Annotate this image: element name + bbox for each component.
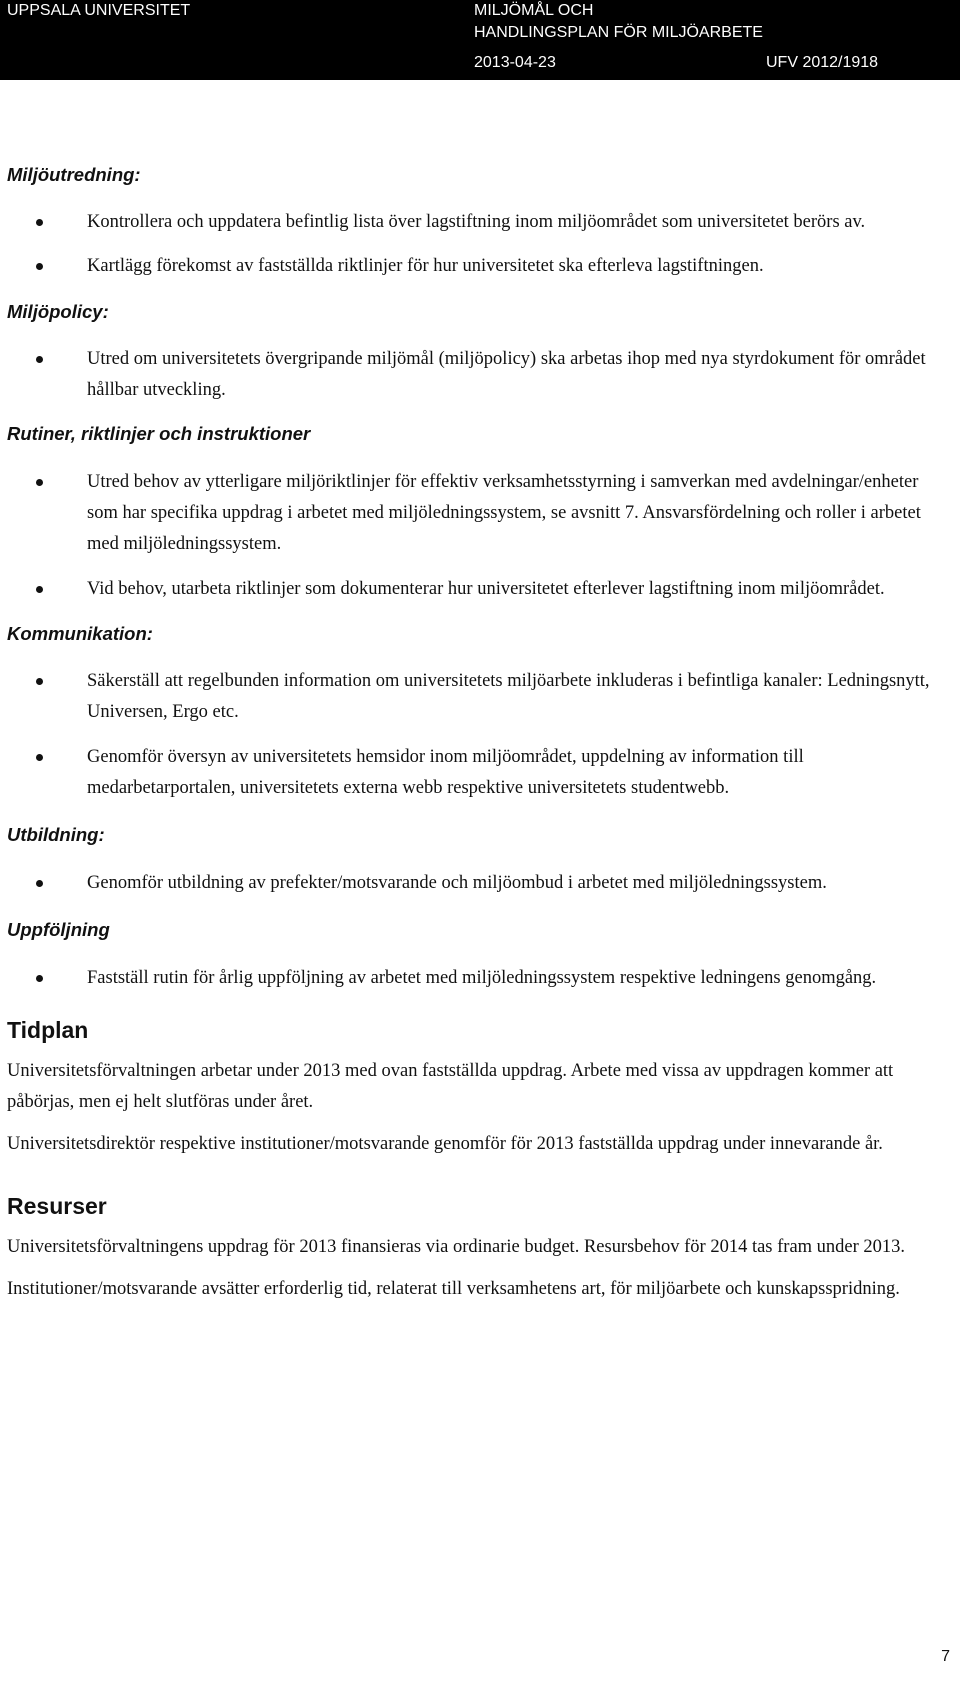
- bullet-icon: [36, 754, 43, 761]
- paragraph: Universitetsförvaltningens uppdrag för 2013 finansieras via ordinarie budget. Resursbehov för 2014 tas fram under 2013.: [7, 1237, 906, 1257]
- list-item-text: Genomför utbildning av prefekter/motsvarande och miljöombud i arbetet med miljöledningssystem.: [87, 873, 827, 893]
- bullet-list: [7, 344, 953, 406]
- bullet-icon: [36, 356, 43, 363]
- paragraph: Universitetsförvaltningen arbetar under 2013 med ovan fastställda uppdrag. Arbete med vissa av uppdragen kommer att påbörjas, men ej helt slutföras under året.: [7, 1061, 894, 1112]
- list-item: [7, 963, 953, 994]
- paragraph: Institutioner/motsvarande avsätter erforderlig tid, relaterat till verksamhetens art, för miljöarbete och kunskapsspridning.: [7, 1279, 900, 1299]
- section-tidplan: [7, 1015, 953, 1160]
- section-utbildning: [7, 822, 953, 899]
- heading-tidplan: Tidplan: [7, 1017, 89, 1043]
- list-item: [7, 467, 953, 560]
- list-item: [7, 344, 953, 406]
- header-university: UPPSALA UNIVERSITET: [7, 2, 191, 19]
- section-title: Miljöpolicy:: [7, 301, 109, 322]
- list-item: [7, 868, 953, 899]
- bullet-icon: [36, 678, 43, 685]
- section-title: Kommunikation:: [7, 623, 153, 644]
- section-resurser: [7, 1191, 953, 1305]
- list-item: [7, 574, 953, 605]
- list-item-text: Kartlägg förekomst av fastställda riktlinjer för hur universitetet ska efterleva lagstiftningen.: [87, 256, 764, 276]
- list-item-text: Utred behov av ytterligare miljöriktlinjer för effektiv verksamhetsstyrning i samverkan med avdelningar/enheter som har specifika uppdrag i arbetet med miljöledningssystem, se avsnitt 7. Ansvarsfördelning och roller i arbetet med miljöledningssystem.: [87, 472, 921, 554]
- list-item-text: Kontrollera och uppdatera befintlig lista över lagstiftning inom miljöområdet som universitetet berörs av.: [87, 212, 866, 232]
- section-title: Rutiner, riktlinjer och instruktioner: [7, 423, 311, 444]
- bullet-icon: [36, 975, 43, 982]
- list-item: [7, 207, 953, 238]
- bullet-list: [7, 963, 953, 994]
- bullet-icon: [36, 479, 43, 486]
- section-miljopolicy: [7, 299, 953, 406]
- list-item-text: Genomför översyn av universitetets hemsidor inom miljöområdet, uppdelning av information till medarbetarportalen, universitetets externa webb respektive universitetets studentwebb.: [87, 747, 804, 798]
- section-uppfoljning: [7, 917, 953, 994]
- bullet-icon: [36, 219, 43, 226]
- paragraph: Universitetsdirektör respektive institutioner/motsvarande genomför för 2013 fastställda uppdrag under innevarande år.: [7, 1134, 883, 1154]
- list-item: [7, 251, 953, 282]
- section-kommunikation: [7, 621, 953, 804]
- bullet-icon: [36, 880, 43, 887]
- bullet-icon: [36, 263, 43, 270]
- document-body: [7, 162, 953, 1305]
- header-date: 2013-04-23: [474, 54, 556, 71]
- bullet-list: [7, 207, 953, 282]
- heading-resurser: Resurser: [7, 1193, 107, 1219]
- page-number: 7: [941, 1648, 950, 1665]
- list-item: [7, 666, 953, 728]
- section-title: Utbildning:: [7, 824, 105, 845]
- page-header: [0, 0, 960, 80]
- section-miljoutredning: [7, 162, 953, 282]
- list-item-text: Utred om universitetets övergripande miljömål (miljöpolicy) ska arbetas ihop med nya styrdokument för området hållbar utveckling.: [87, 349, 926, 400]
- section-rutiner: [7, 421, 953, 605]
- bullet-list: [7, 467, 953, 605]
- list-item-text: Fastställ rutin för årlig uppföljning av arbetet med miljöledningssystem respektive ledningens genomgång.: [87, 968, 877, 988]
- list-item-text: Säkerställ att regelbunden information om universitetets miljöarbete inkluderas i befintliga kanaler: Ledningsnytt, Universen, Ergo etc.: [87, 671, 930, 722]
- header-title-line2: HANDLINGSPLAN FÖR MILJÖARBETE: [474, 24, 763, 41]
- list-item: [7, 742, 953, 804]
- section-title: Uppföljning: [7, 919, 110, 940]
- header-reference: UFV 2012/1918: [766, 54, 879, 71]
- list-item-text: Vid behov, utarbeta riktlinjer som dokumenterar hur universitetet efterlever lagstiftning inom miljöområdet.: [87, 579, 885, 599]
- section-title: Miljöutredning:: [7, 164, 141, 185]
- bullet-icon: [36, 586, 43, 593]
- bullet-list: [7, 666, 953, 804]
- bullet-list: [7, 868, 953, 899]
- header-title-line1: MILJÖMÅL OCH: [474, 2, 594, 19]
